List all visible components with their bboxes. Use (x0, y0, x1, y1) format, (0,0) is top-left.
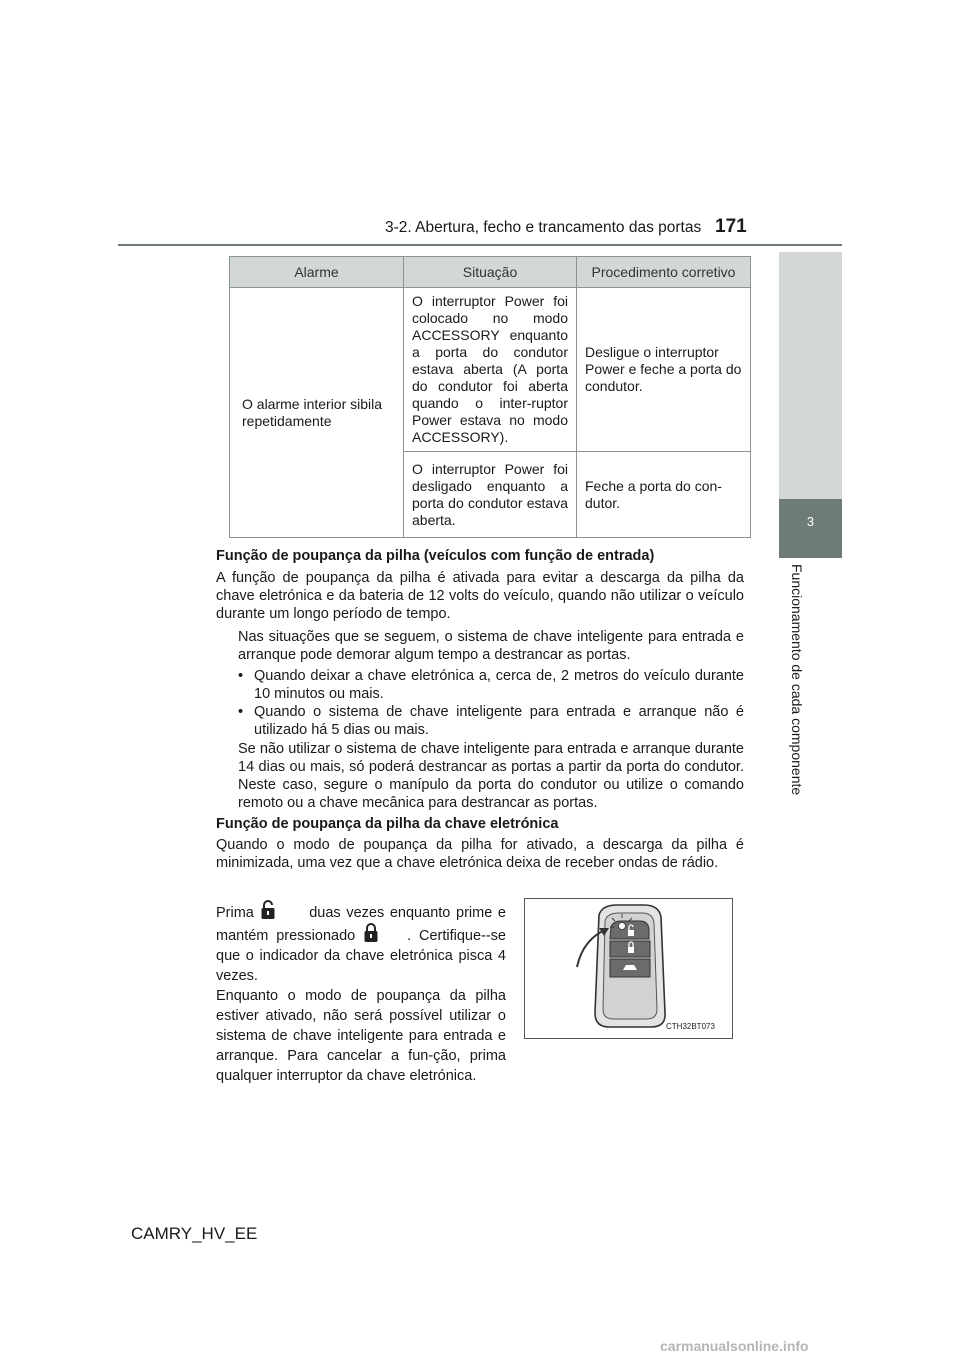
column-header-alarme: Alarme (230, 257, 404, 288)
situation-cell: O interruptor Power foi desligado enquanto a porta do condutor estava aberta. (404, 452, 577, 538)
instruction-text: . Certifique--se que o indicador da chave eletrónica pisca 4 vezes. (216, 928, 506, 984)
watermark: carmanualsonline.info (660, 1338, 809, 1354)
bullet-mark: • (238, 668, 244, 684)
heading-battery-saving: Função de poupança da pilha (veículos com função de entrada) (216, 548, 655, 564)
bullet-item: Quando o sistema de chave inteligente para entrada e arranque não é utilizado há 5 dias ou mais. (254, 704, 744, 738)
lock-icon (363, 923, 407, 941)
column-header-situacao: Situação (404, 257, 577, 288)
side-tab-background (779, 252, 842, 499)
chapter-number: 3 (806, 514, 815, 529)
unlock-icon (260, 900, 304, 918)
procedure-cell: Desligue o interruptor Power e feche a porta do condutor. (577, 288, 751, 452)
column-header-procedimento: Procedimento corretivo (577, 257, 751, 288)
table-header-row (230, 257, 751, 288)
electronic-key-figure (524, 898, 733, 1039)
note-paragraph-2: Se não utilizar o sistema de chave inteligente para entrada e arranque durante 14 dias ou mais, só poderá destrancar as portas a partir da porta do condutor. Neste caso, segure o manípulo da porta do condutor ou utilize o comando remoto ou a chave mecânica para destrancar as portas. (238, 741, 744, 811)
paragraph-key-battery-saving: Quando o modo de poupança da pilha for ativado, a descarga da pilha é minimizada, uma vez que a chave eletrónica deixa de receber ondas de rádio. (216, 837, 744, 871)
instruction-text: Prima (216, 905, 254, 921)
model-code: CAMRY_HV_EE (131, 1224, 258, 1243)
instruction-text: Enquanto o modo de poupança da pilha estiver ativado, não será possível utilizar o sistema de chave inteligente para entrada e arranque. Para cancelar a fun-ção, prima qualquer interruptor da chave eletrónica. (216, 988, 506, 1084)
bullet-mark: • (238, 704, 244, 720)
alarm-cell (230, 288, 404, 538)
table-row (230, 288, 751, 452)
page-number: 171 (715, 216, 747, 237)
procedure-cell: Feche a porta do con-dutor. (577, 452, 751, 538)
alarm-text: O alarme interior sibila repetidamente (242, 395, 383, 429)
paragraph-battery-saving: A função de poupança da pilha é ativada para evitar a descarga da pilha da chave eletrónica e da bateria de 12 volts do veículo, quando não utilizar o veículo durante um longo período de tempo. (216, 570, 744, 622)
heading-key-battery-saving: Função de poupança da pilha da chave eletrónica (216, 816, 559, 832)
bullet-item: Quando deixar a chave eletrónica a, cerca de, 2 metros do veículo durante 10 minutos ou mais. (254, 668, 744, 702)
header-divider (118, 244, 842, 246)
figure-caption: CTH32BT073 (666, 1022, 715, 1031)
situation-cell: O interruptor Power foi colocado no modo ACCESSORY enquanto a porta do condutor estava aberta (A porta do condutor foi aberta quando o inter-ruptor Power estava no modo ACCESSORY). (404, 288, 577, 452)
instruction-block (216, 900, 506, 1086)
section-title: 3-2. Abertura, fecho e trancamento das portas (385, 219, 702, 236)
instruction-text: duas vezes enquanto prime e mantém pressionado (216, 905, 506, 944)
chapter-title: Funcionamento de cada componente (789, 564, 805, 796)
note-paragraph: Nas situações que se seguem, o sistema de chave inteligente para entrada e arranque pode demorar algum tempo a destrancar as portas. (238, 629, 744, 663)
chapter-title-vertical (783, 564, 807, 824)
electronic-key-illustration (525, 899, 732, 1038)
alarm-table (229, 256, 751, 538)
